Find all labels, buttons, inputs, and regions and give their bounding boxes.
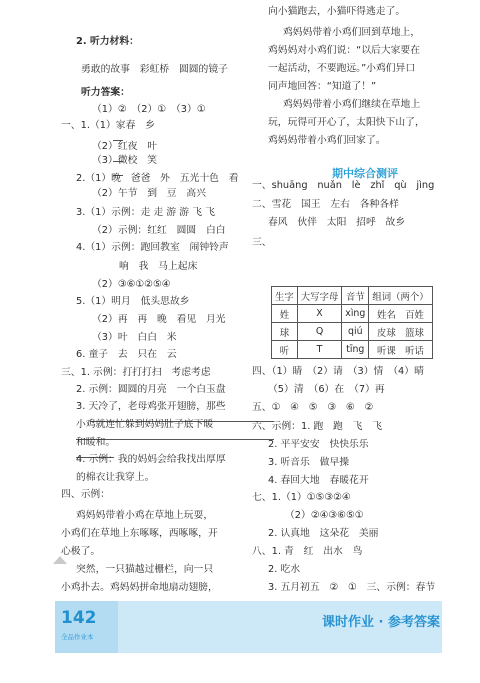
- text-line: 向小猫跑去，小猫吓得逃走了。: [268, 6, 406, 17]
- text-line: 七、1.（1）①⑤③②④: [252, 492, 351, 503]
- character-table: [271, 286, 433, 359]
- table-cell: 听课 听话: [369, 341, 432, 359]
- text-line: 2. 示例：圆圆的月亮 一个白玉盘: [76, 384, 226, 395]
- text-line: （2）②④③⑥⑤①: [285, 510, 364, 521]
- text-line: 鸡妈妈带着小鸡们回到草地上，: [283, 27, 421, 38]
- table-cell: 听: [272, 341, 298, 359]
- text-line: 听力答案：: [81, 87, 130, 98]
- table-cell: 姓名 百姓: [369, 305, 432, 323]
- text-line: 6. 童子 去 只在 云: [76, 349, 177, 360]
- text-line: 勇敢的故事 彩虹桥 圆圆的镜子: [81, 64, 228, 75]
- text-line: 四、（1）睛 （2）请 （3）情 （4）晴: [252, 366, 424, 377]
- text-line: （1）② （2）① （3）①: [92, 104, 206, 115]
- text-line: 一、shuāng nuǎn lè zhǐ qù jìng: [252, 180, 435, 191]
- page-number-subtitle: 全品作业本: [61, 633, 94, 641]
- text-line: 鸡妈妈带着小鸡们继续在草地上: [283, 99, 421, 110]
- text-line: 五、① ④ ⑤ ③ ⑥ ②: [252, 402, 374, 413]
- text-line: 八、1. 青 红 出水 鸟: [252, 546, 363, 557]
- text-line: 小鸡就连忙躲到妈妈肚子底下暖: [76, 419, 214, 430]
- text-line: 突然，一只猫越过栅栏，向一只: [76, 564, 214, 575]
- table-cell: 球: [272, 323, 298, 341]
- table-header-row: [272, 287, 433, 305]
- text-line: 3. 听音乐 做早操: [268, 457, 350, 468]
- text-line: 二、雪花 国王 左右 各种各样: [252, 199, 399, 210]
- page-number: 142: [61, 608, 97, 628]
- table-header: 音节: [342, 287, 369, 305]
- text-line: 2. 认真地 这朵花 美丽: [268, 528, 379, 539]
- text-line: 四、示例：: [61, 489, 110, 500]
- text-line: 心极了。: [61, 546, 101, 557]
- text-line: 一起活动，不要跑远。”小鸡们异口: [268, 63, 416, 74]
- table-cell: T: [297, 341, 342, 359]
- text-line: 4. 示例：我的妈妈会给我找出厚厚: [76, 454, 226, 465]
- text-line: （5）清 （6）在 （7）再: [268, 384, 385, 395]
- text-line: 和暖和。: [76, 437, 116, 448]
- table-cell: qiú: [342, 323, 369, 341]
- table-row: [272, 341, 433, 359]
- table-cell: xìng: [342, 305, 369, 323]
- text-line: 5.（1）明月 低头思故乡: [76, 296, 190, 307]
- text-line: 一、1.（1）家春 乡: [61, 120, 155, 131]
- text-line: 的棉衣让我穿上。: [76, 472, 155, 483]
- text-line: （2）红夜 叶: [92, 141, 158, 152]
- table-cell: Q: [297, 323, 342, 341]
- text-line: 2.（1）晚 爸爸 外 五光十色 看: [76, 173, 239, 184]
- text-line: 3. 五月初五 ② ① 三、示例：春节: [268, 582, 436, 593]
- table-header: 生字: [272, 287, 298, 305]
- text-line: 小鸡扑去。鸡妈妈拼命地扇动翅膀，: [61, 582, 218, 593]
- text-line: 响 我 马上起床: [119, 261, 198, 272]
- text-line: 2. 听力材料：: [76, 36, 139, 47]
- text-line: （3）微校 笑: [92, 155, 158, 166]
- text-line: 3.（1）示例：走 走 游 游 飞 飞: [76, 207, 215, 218]
- table-header: 大写字母: [297, 287, 342, 305]
- text-line: 三、1. 示例：打打打扫 考虑考虑: [61, 367, 211, 378]
- text-line: 小鸡们在草地上东啄啄，西啄啄，开: [61, 528, 218, 539]
- text-line: （2）午节 到 豆 高兴: [92, 188, 206, 199]
- table-cell: 姓: [272, 305, 298, 323]
- text-line: 春风 伙伴 太阳 招呼 故乡: [268, 217, 406, 228]
- footer-title: 课时作业 · 参考答案: [322, 615, 440, 630]
- table-cell: 皮球 篮球: [369, 323, 432, 341]
- text-line: 鸡妈妈带着小鸡们回家了。: [268, 135, 386, 146]
- text-line: 三、: [252, 237, 272, 248]
- table-row: [272, 323, 433, 341]
- text-line: （3）叶 白白 米: [92, 332, 177, 343]
- text-line: 3. 天冷了，老母鸡张开翅膀，那些: [76, 401, 226, 412]
- text-line: 4. 春回大地 春暖花开: [268, 475, 369, 486]
- text-line: 2. 吃水: [268, 564, 301, 575]
- text-line: 同声地回答：“知道了！”: [268, 81, 377, 92]
- text-line: （2）示例：红红 圆圆 白白: [92, 225, 226, 236]
- section-title: 期中综合测评: [332, 167, 398, 180]
- text-line: 2. 平平安安 快快乐乐: [268, 439, 369, 450]
- text-line: 鸡妈妈对小鸡们说：“以后大家要在: [268, 45, 421, 56]
- text-line: （2）再 再 晚 看见 月光: [92, 314, 226, 325]
- text-line: 六、示例：1. 跑 跑 飞 飞: [252, 421, 383, 432]
- text-line: （2）③⑥①②⑤④: [92, 279, 171, 290]
- table-header: 组词（两个）: [369, 287, 432, 305]
- table-cell: tīng: [342, 341, 369, 359]
- text-line: 玩，玩得可开心了，太阳快下山了，: [268, 117, 425, 128]
- text-line: 4.（1）示例：跑回教室 闹钟铃声: [76, 242, 229, 253]
- table-row: [272, 305, 433, 323]
- text-line: 鸡妈妈带着小鸡在草地上玩耍，: [76, 510, 214, 521]
- table-cell: X: [297, 305, 342, 323]
